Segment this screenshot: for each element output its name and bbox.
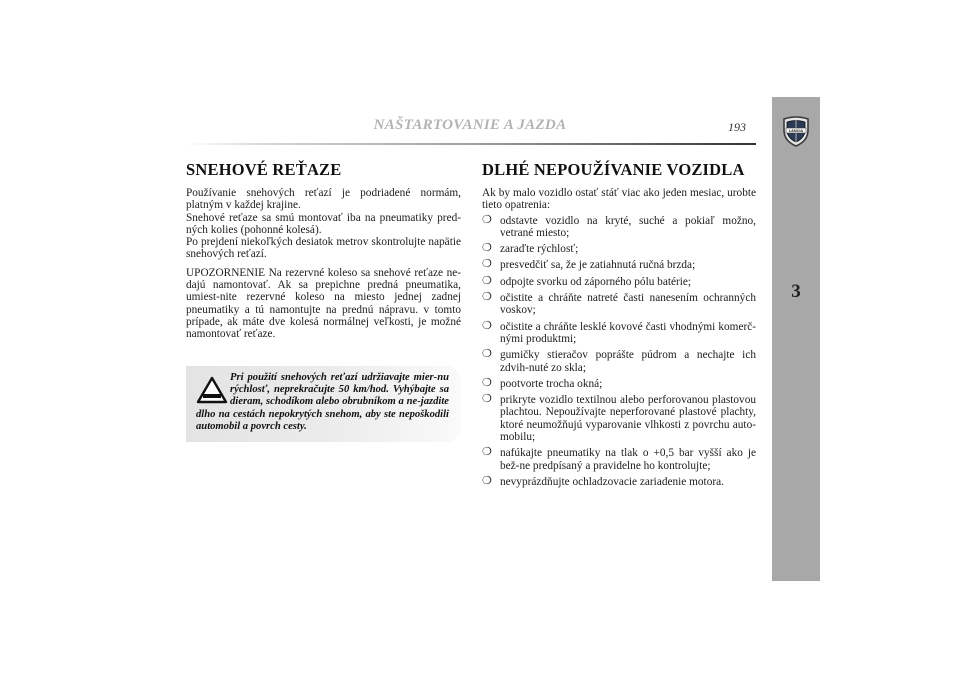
right-column [482,160,756,492]
warning-box [186,366,461,442]
warning-text: Pri použití snehových reťazí udržiavajte mier-nu rýchlosť, neprekračujte 50 km/hod. Vyhýbajte sa dieram, schodíkom alebo obrubníkom a ne-jazdite dlho na cestách nepokrytých snehom, aby ste nepoškodili automobil a povrch cesty. [196,372,449,432]
chapter-sidetab [772,97,820,581]
bullet-circle-icon: ❍ [482,291,492,304]
list-item: ❍ odpojte svorku od záporného pólu batérie; [482,274,692,288]
list-item: ❍ pootvorte trocha okná; [482,376,603,390]
left-column [186,160,461,341]
bullet-circle-icon: ❍ [482,348,492,361]
list-item: ❍ zaraďte rýchlosť; [482,242,579,256]
list-item: ❍ očistite a chráňte lesklé kovové časti vhodnými komerč-nými produktmi; [482,319,756,345]
list-item: ❍ odstavte vozidlo na kryté, suché a pokiaľ možno, vetrané miesto; [482,213,756,239]
snow-chains-heading: SNEHOVÉ REŤAZE [186,160,342,179]
snow-chains-para-3: Po prejdení niekoľkých desiatok metrov skontrolujte napätie snehových reťazí. [186,236,461,261]
list-item: ❍ presvedčiť sa, že je zatiahnutá ručná brzda; [482,258,696,272]
snow-chains-para-2: Snehové reťaze sa smú montovať iba na pneumatiky pred-ných kolies (pohonné kolesá). [186,211,461,236]
header-rule [186,143,756,145]
page-number: 193 [728,120,746,134]
storage-steps-list [482,215,756,489]
bullet-circle-icon: ❍ [482,376,492,389]
long-storage-intro: Ak by malo vozidlo ostať stáť viac ako jeden mesiac, urobte tieto opatrenia: [482,187,756,212]
lancia-logo-icon [782,116,810,147]
bullet-circle-icon: ❍ [482,393,492,406]
bullet-circle-icon: ❍ [482,242,492,255]
list-item: ❍ nafúkajte pneumatiky na tlak o +0,5 bar vyšší ako je bež-ne predpísaný a pravidelne ho kontrolujte; [482,446,756,472]
svg-text:LANCIA: LANCIA [788,129,804,134]
bullet-circle-icon: ❍ [482,319,492,332]
list-item: ❍ nevyprázdňujte ochladzovacie zariadenie motora. [482,474,724,488]
snow-chains-para-1: Používanie snehových reťazí je podriadené normám, platným v každej krajine. [186,187,461,212]
bullet-circle-icon: ❍ [482,474,492,487]
chapter-number: 3 [791,281,801,302]
bullet-circle-icon: ❍ [482,213,492,226]
list-item: ❍ gumičky stieračov poprášte púdrom a nechajte ich zdvih-nuté zo skla; [482,348,756,374]
long-storage-heading: DLHÉ NEPOUŽÍVANIE VOZIDLA [482,160,745,179]
list-item: ❍ prikryte vozidlo textilnou alebo perforovanou plastovou plachtou. Nepoužívajte neperforované plastové plachty, ktoré neumožňujú vyparovanie vlhkosti z povrchu auto-mobilu; [482,393,756,444]
bullet-circle-icon: ❍ [482,274,492,287]
snow-chains-notice: UPOZORNENIE Na rezervné koleso sa snehové reťaze ne-dajú namontovať. Ak sa prepichne predná pneumatika, umiest-nite rezervné koleso na miesto jednej zadnej pneumatiky a tú namontujte na prednú nápravu. v tomto prípade, ak máte dve kolesá normálnej veľkosti, je možné namontovať reťaze. [186,266,461,341]
bullet-circle-icon: ❍ [482,258,492,271]
bullet-circle-icon: ❍ [482,446,492,459]
header-title: NAŠTARTOVANIE A JAZDA [373,117,567,133]
list-item: ❍ očistite a chráňte natreté časti nanesením ochranných voskov; [482,291,756,317]
